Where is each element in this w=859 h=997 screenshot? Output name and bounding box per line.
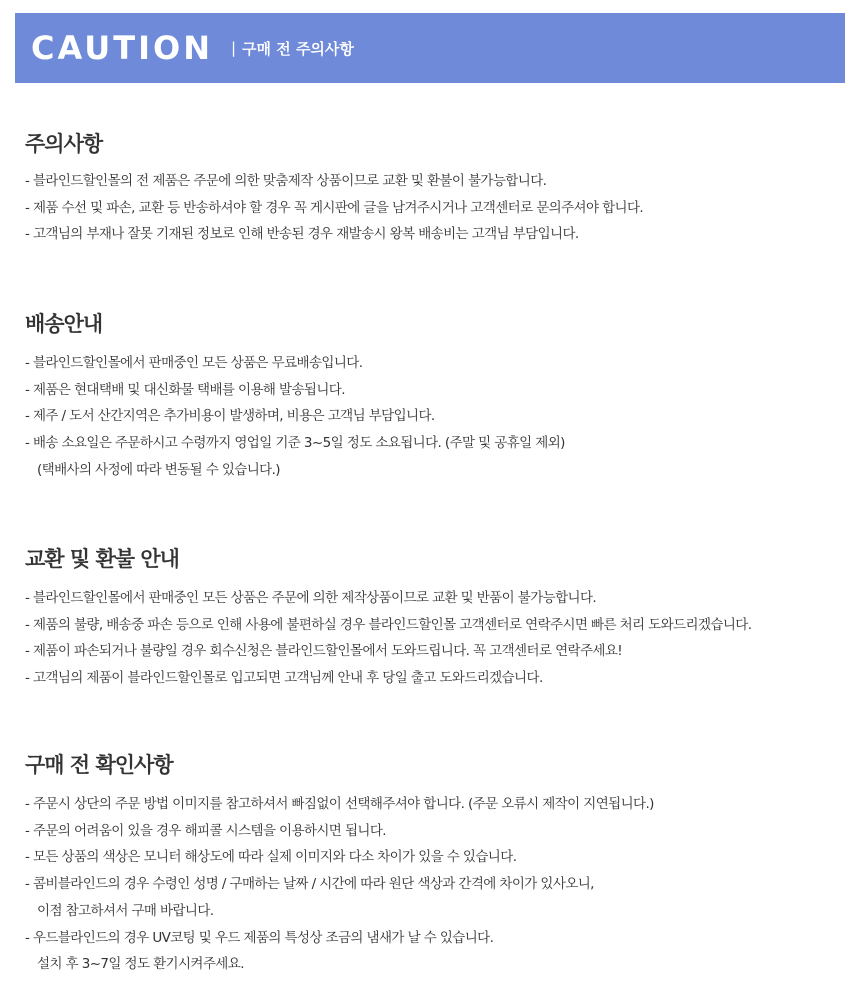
- list-item: - 모든 상품의 색상은 모니터 해상도에 따라 실제 이미지와 다소 차이가 있을 수 있습니다.: [25, 849, 517, 866]
- list-item-text: - 우드블라인드의 경우 UV코팅 및 우드 제품의 특성상 조금의 냄새가 날 수 있습니다.: [25, 929, 494, 946]
- list-item: [25, 925, 835, 978]
- list-item: - 블라인드할인몰에서 판매중인 모든 상품은 주문에 의한 제작상품이므로 교환 및 반품이 불가능합니다.: [25, 590, 597, 606]
- section-notice: [25, 131, 835, 248]
- shipping-list: [25, 350, 835, 484]
- section-shipping: [25, 311, 835, 484]
- list-item-text: - 콤비블라인드의 경우 수령인 성명 / 구매하는 날짜 / 시간에 따라 원단 색상과 간격에 차이가 있사오니,: [25, 876, 594, 893]
- pre-purchase-list: [25, 791, 835, 978]
- section-exchange-refund: [25, 546, 835, 692]
- banner-separator: |: [230, 39, 237, 57]
- list-item: - 제품이 파손되거나 불량일 경우 회수신청은 블라인드할인몰에서 도와드립니다. 꼭 고객센터로 연락주세요!: [25, 643, 623, 660]
- section-pre-purchase: [25, 752, 835, 978]
- list-item: [25, 430, 835, 483]
- list-item: - 주문의 어려움이 있을 경우 해피콜 시스템을 이용하시면 됩니다.: [25, 822, 386, 839]
- list-item-continuation: 설치 후 3~7일 정도 환기시켜주세요.: [37, 956, 244, 973]
- list-item: - 제품 수선 및 파손, 교환 등 반송하셔야 할 경우 꼭 게시판에 글을 남겨주시거나 고객센터로 문의주셔야 합니다.: [25, 199, 644, 216]
- list-item: - 주문시 상단의 주문 방법 이미지를 참고하셔서 빠짐없이 선택해주셔야 합니다. (주문 오류시 제작이 지연됩니다.): [25, 796, 654, 812]
- notice-list: [25, 168, 835, 248]
- list-item-continuation: 이점 참고하셔서 구매 바랍니다.: [37, 902, 214, 919]
- list-item: - 고객님의 제품이 블라인드할인몰로 입고되면 고객님께 안내 후 당일 출고 도와드리겠습니다.: [25, 670, 543, 687]
- banner-title: CAUTION: [31, 29, 213, 67]
- section-heading: 교환 및 환불 안내: [25, 547, 179, 571]
- section-heading: 주의사항: [25, 132, 103, 156]
- list-item: - 제주 / 도서 산간지역은 추가비용이 발생하며, 비용은 고객님 부담입니다.: [25, 408, 435, 425]
- caution-banner: [15, 13, 845, 83]
- list-item: - 블라인드할인몰의 전 제품은 주문에 의한 맞춤제작 상품이므로 교환 및 환불이 불가능합니다.: [25, 173, 547, 189]
- exchange-list: [25, 585, 835, 692]
- list-item: - 고객님의 부재나 잘못 기재된 정보로 인해 반송된 경우 재발송시 왕복 배송비는 고객님 부담입니다.: [25, 226, 579, 243]
- section-heading: 배송안내: [25, 312, 103, 336]
- section-heading: 구매 전 확인사항: [25, 753, 173, 777]
- list-item: - 제품의 불량, 배송중 파손 등으로 인해 사용에 불편하실 경우 블라인드할인몰 고객센터로 연락주시면 빠른 처리 도와드리겠습니다.: [25, 616, 752, 633]
- list-item-continuation: (택배사의 사정에 따라 변동될 수 있습니다.): [37, 461, 280, 478]
- list-item: - 블라인드할인몰에서 판매중인 모든 상품은 무료배송입니다.: [25, 355, 363, 371]
- list-item-text: - 배송 소요일은 주문하시고 수령까지 영업일 기준 3~5일 정도 소요됩니다. (주말 및 공휴일 제외): [25, 435, 565, 452]
- list-item: [25, 871, 835, 924]
- list-item: - 제품은 현대택배 및 대신화물 택배를 이용해 발송됩니다.: [25, 381, 345, 398]
- banner-subtitle: 구매 전 주의사항: [242, 39, 354, 58]
